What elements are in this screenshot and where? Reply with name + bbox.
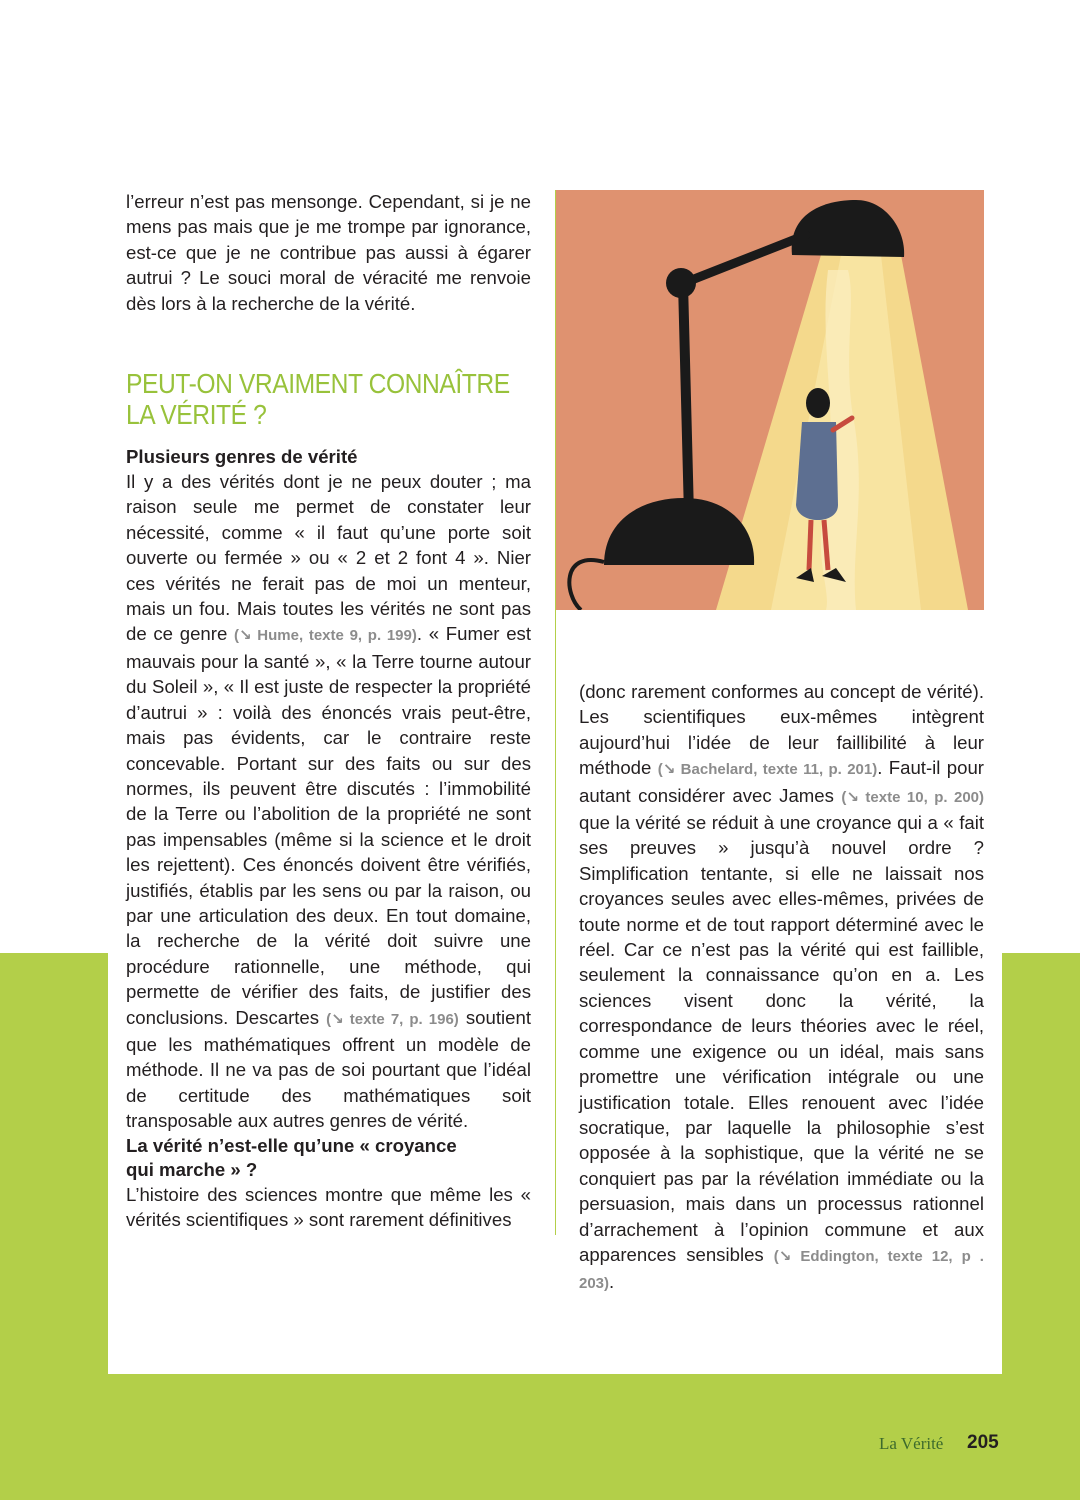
reference-eddington[interactable]: (↘ Eddington, texte 12, p . 203) (579, 1247, 984, 1293)
paragraph-continued-part1: (donc rarement conformes au concept de vérité). Les scientifiques eux-mêmes intègrent aujourd’hui l’idée de leur faillibilité à leur méthode (579, 681, 984, 779)
paragraph-croyance: L’histoire des sciences montre que même les « vérités scientifiques » sont rarement définitives (126, 1183, 531, 1230)
woman-leg-left (809, 520, 811, 570)
lamp-illustration (556, 190, 984, 610)
chapter-title: La Vérité (879, 1434, 944, 1453)
reference-james[interactable]: (↘ texte 10, p. 200) (841, 788, 985, 806)
section-title-line1: PEUT-ON VRAIMENT CONNAÎTRE (126, 368, 510, 400)
lamp-lower-arm (683, 283, 689, 515)
right-column (579, 679, 984, 1297)
subheading-croyance (126, 1134, 531, 1182)
subheading-croyance-line1: La vérité n’est-elle qu’une « croyance (126, 1134, 457, 1156)
subheading-genres: Plusieurs genres de vérité (126, 446, 358, 468)
lamp-joint (666, 268, 696, 298)
woman-hair (806, 388, 830, 418)
paragraph-continued (579, 679, 984, 1297)
section-title-line2: LA VÉRITÉ ? (126, 399, 267, 431)
paragraph-genres-part2: . « Fumer est mauvais pour la santé », « la Terre tourne autour du Soleil », « Il est juste de respecter la propriété d’autrui » : voilà des énoncés vrais peut-être, mais pas évidents, car le contraire reste concevable. Portant sur des faits ou sur des normes, ils peuvent être discutés : l’immobilité de la Terre ou l’abolition de la propriété ne sont pas impensables (même si la science et le droit les rejettent). Ces énoncés doivent être vérifiés, justifiés, établis par les sens ou par la raison, ou par une articulation des deux. En tout domaine, la recherche de la vérité doit suivre une procédure rationnelle, une méthode, qui permette de vérifier des faits, de justifier des conclusions. Descartes (126, 623, 531, 1028)
woman-dress (796, 422, 838, 520)
paragraph-continued-part3: que la vérité se réduit à une croyance qui a « fait ses preuves » jusqu’à nouvel ordre ? Simplification tentante, si elle ne laissait nos croyances seules avec elles-mêmes, privées de toute norme et de tout rapport déterminé avec le réel. Car ce n’est pas la vérité qui est faillible, seulement la connaissance qu’on en a. Les sciences visent donc la vérité, la correspondance de leurs théories avec le réel, comme une exigence ou un idéal, mais sans promettre une vérification intégrale ou une justification totale. Elles renouent avec l’idée socratique, par laquelle la philosophie s’est opposée à la sophistique, que la vérité ne se conquiert pas par la révélation immédiate ou la persuasion, mais dans un processus rationnel d’arrachement à l’opinion commune et aux apparences sensibles (579, 812, 984, 1265)
paragraph-genres-part3: soutient que les mathématiques offrent un modèle de méthode. Il ne va pas de soi pourtant que l’idéal de certitude des mathématiques soit transposable aux autres genres de vérité. (126, 1006, 531, 1132)
paragraph-genres (126, 469, 531, 1134)
section-title (126, 368, 510, 431)
paragraph-continued-part2: . Faut-il pour autant considérer avec James (579, 757, 985, 806)
intro-paragraph: l’erreur n’est pas mensonge. Cependant, si je ne mens pas mais que je me trompe par ignorance, est-ce que je ne contribue pas aussi à égarer autrui ? Le souci moral de véracité me renvoie dès lors à la recherche de la vérité. (126, 191, 531, 314)
subheading-croyance-line2: qui marche » ? (126, 1158, 258, 1180)
left-column (126, 189, 531, 1232)
reference-hume[interactable]: (↘ Hume, texte 9, p. 199) (234, 627, 417, 645)
reference-bachelard[interactable]: (↘ Bachelard, texte 11, p. 201) (657, 761, 878, 779)
reference-descartes[interactable]: (↘ texte 7, p. 196) (326, 1010, 459, 1028)
paragraph-continued-part4: . (609, 1271, 615, 1293)
page-number: 205 (967, 1432, 999, 1453)
paragraph-genres-part1: Il y a des vérités dont je ne peux douter ; ma raison seule me permet de constater leur nécessité, comme « il faut qu’une porte soit ouverte ou fermée » ou « 2 et 2 font 4 ». Nier ces vérités ne ferait pas de moi un menteur, mais un fou. Mais toutes les vérités ne sont pas de ce genre (126, 471, 531, 645)
